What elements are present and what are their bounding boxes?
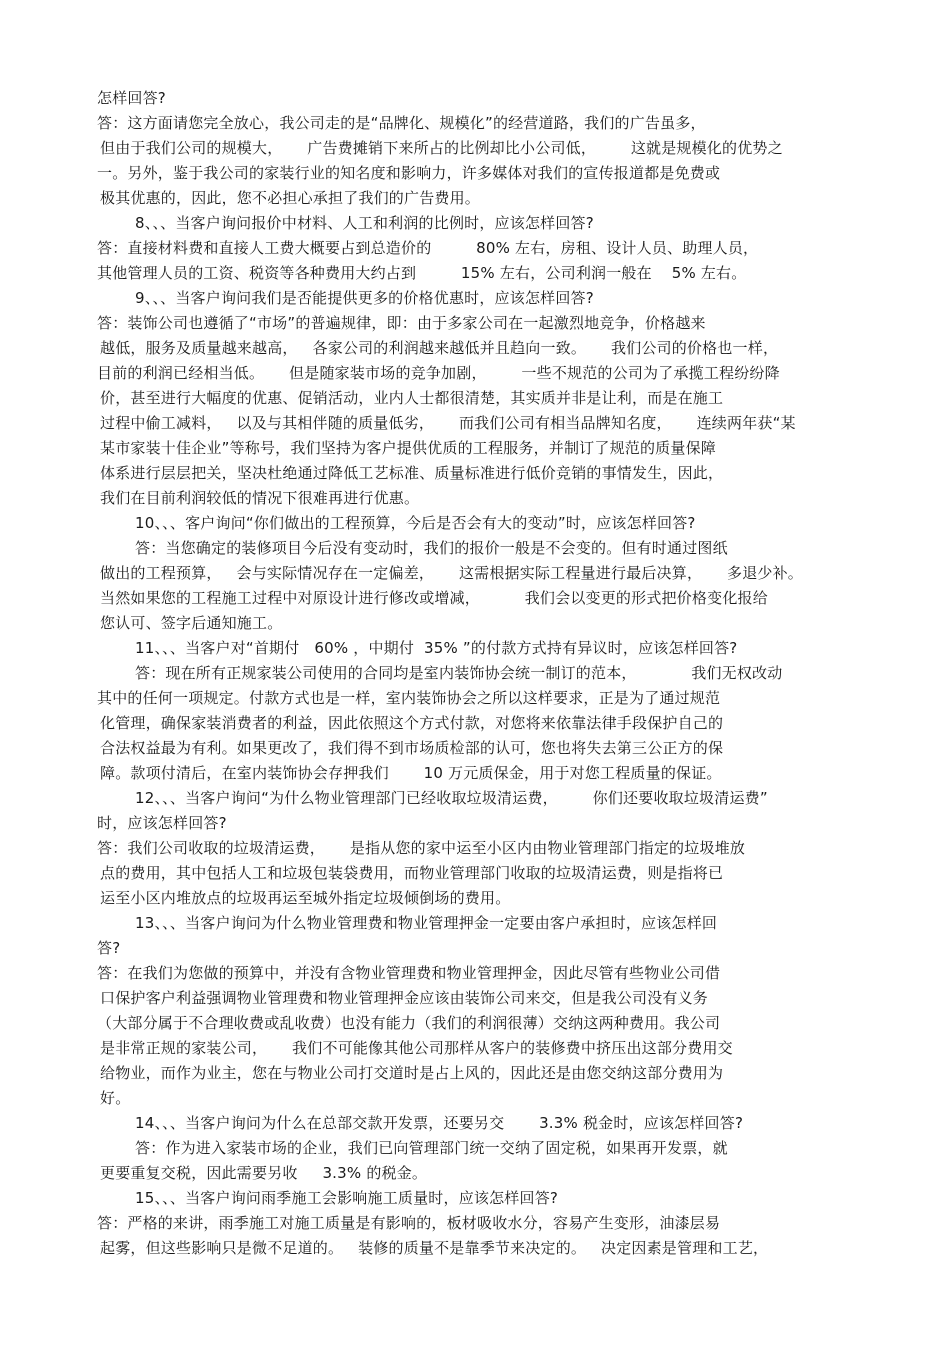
text-line: 更要重复交税，因此需要另收 3.3% 的税金。 xyxy=(100,1164,428,1182)
text-line: 起雾，但这些影响只是微不足道的。 装修的质量不是靠季节来决定的。 决定因素是管理和工艺， xyxy=(100,1239,769,1257)
question-heading: 14、、、当客户询问为什么在总部交款开发票，还要另交 3.3% 税金时，应该怎样回答? xyxy=(135,1114,744,1132)
question-heading: 15、、、当客户询问雨季施工会影响施工质量时，应该怎样回答? xyxy=(135,1189,559,1207)
text-line: 某市家装十佳企业”等称号，我们坚持为客户提供优质的工程服务，并制订了规范的质量保障 xyxy=(100,439,716,457)
text-line: 答：在我们为您做的预算中，并没有含物业管理费和物业管理押金，因此尽管有些物业公司借 xyxy=(97,964,721,982)
text-line: 合法权益最为有利。如果更改了，我们得不到市场质检部的认可，您也将失去第三公正方的保 xyxy=(100,739,724,757)
text-line: 其中的任何一项规定。付款方式也是一样，室内装饰协会之所以这样要求，正是为了通过规范 xyxy=(97,689,721,707)
text-line: 化管理，确保家装消费者的利益，因此依照这个方式付款，对您将来依靠法律手段保护自己的 xyxy=(100,714,724,732)
text-line: 答：我们公司收取的垃圾清运费， 是指从您的家中运至小区内由物业管理部门指定的垃圾堆放 xyxy=(97,839,746,857)
text-line: 极其优惠的，因此，您不必担心承担了我们的广告费用。 xyxy=(100,189,481,207)
text-line: 好。 xyxy=(100,1089,131,1107)
question-heading: 8、、、当客户询问报价中材料、人工和利润的比例时，应该怎样回答? xyxy=(135,214,594,232)
question-heading: 答? xyxy=(97,939,121,957)
question-heading: 11、、、当客户对“首期付 60% ，中期付 35% ”的付款方式持有异议时，应该怎样回答? xyxy=(135,639,738,657)
text-line: 答：这方面请您完全放心，我公司走的是“品牌化、规模化”的经营道路，我们的广告虽多， xyxy=(97,114,706,132)
text-line: 体系进行层层把关，坚决杜绝通过降低工艺标准、质量标准进行低价竞销的事情发生，因此， xyxy=(100,464,724,482)
question-heading: 9、、、当客户询问我们是否能提供更多的价格优惠时，应该怎样回答? xyxy=(135,289,594,307)
text-line: 答：装饰公司也遵循了“市场”的普遍规律，即：由于多家公司在一起激烈地竞争，价格越来 xyxy=(97,314,706,332)
text-line: 答：作为进入家装市场的企业，我们已向管理部门统一交纳了固定税，如果再开发票，就 xyxy=(135,1139,728,1157)
text-line: 运至小区内堆放点的垃圾再运至城外指定垃圾倾倒场的费用。 xyxy=(100,889,511,907)
text-line: 但由于我们公司的规模大， 广告费摊销下来所占的比例却比小公司低， 这就是规模化的优势之 xyxy=(100,139,783,157)
text-line: 怎样回答? xyxy=(97,89,166,107)
text-line: （大部分属于不合理收费或乱收费）也没有能力（我们的利润很薄）交纳这两种费用。我公司 xyxy=(97,1014,721,1032)
question-heading: 时，应该怎样回答? xyxy=(97,814,227,832)
text-line: 您认可、签字后通知施工。 xyxy=(100,614,283,632)
text-line: 目前的利润已经相当低。 但是随家装市场的竞争加剧， 一些不规范的公司为了承揽工程纷纷降 xyxy=(97,364,780,382)
text-line: 给物业，而作为业主，您在与物业公司打交道时是占上风的，因此还是由您交纳这部分费用为 xyxy=(100,1064,724,1082)
text-line: 是非常正规的家装公司， 我们不可能像其他公司那样从客户的装修费中挤压出这部分费用交 xyxy=(100,1039,733,1057)
text-line: 答：直接材料费和直接人工费大概要占到总造价的 80% 左右，房租、设计人员、助理人员， xyxy=(97,239,759,257)
text-line: 越低，服务及质量越来越高， 各家公司的利润越来越低并且趋向一致。 我们公司的价格也一样， xyxy=(100,339,779,357)
text-line: 答：严格的来讲，雨季施工对施工质量是有影响的，板材吸收水分，容易产生变形，油漆层易 xyxy=(97,1214,721,1232)
text-line: 价，甚至进行大幅度的优惠、促销活动，业内人士都很清楚，其实质并非是让利，而是在施工 xyxy=(100,389,724,407)
question-heading: 13、、、当客户询问为什么物业管理费和物业管理押金一定要由客户承担时，应该怎样回 xyxy=(135,914,718,932)
text-line: 口保护客户利益强调物业管理费和物业管理押金应该由装饰公司来交，但是我公司没有义务 xyxy=(100,989,709,1007)
text-line: 答：当您确定的装修项目今后没有变动时，我们的报价一般是不会变的。但有时通过图纸 xyxy=(135,539,728,557)
text-line: 答：现在所有正规家装公司使用的合同均是室内装饰协会统一制订的范本， 我们无权改动 xyxy=(135,664,783,682)
text-line: 当然如果您的工程施工过程中对原设计进行修改或增减， 我们会以变更的形式把价格变化报给 xyxy=(100,589,768,607)
text-line: 我们在目前利润较低的情况下很难再进行优惠。 xyxy=(100,489,420,507)
question-heading: 12、、、当客户询问“为什么物业管理部门已经收取垃圾清运费， 你们还要收取垃圾清运费” xyxy=(135,789,768,807)
text-line: 过程中偷工减料， 以及与其相伴随的质量低劣， 而我们公司有相当品牌知名度， 连续两年获“某 xyxy=(100,414,796,432)
text-line: 障。款项付清后，在室内装饰协会存押我们 10 万元质保金，用于对您工程质量的保证。 xyxy=(100,764,722,782)
text-line: 点的费用，其中包括人工和垃圾包装袋费用，而物业管理部门收取的垃圾清运费，则是指将已 xyxy=(100,864,724,882)
text-line: 其他管理人员的工资、税资等各种费用大约占到 15% 左右，公司利润一般在 5% 左右。 xyxy=(97,264,747,282)
question-heading: 10、、、客户询问“你们做出的工程预算，今后是否会有大的变动”时，应该怎样回答? xyxy=(135,514,696,532)
text-line: 做出的工程预算， 会与实际情况存在一定偏差， 这需根据实际工程量进行最后决算， 多退少补。 xyxy=(100,564,803,582)
text-line: 一。另外，鉴于我公司的家装行业的知名度和影响力，许多媒体对我们的宣传报道都是免费或 xyxy=(97,164,721,182)
